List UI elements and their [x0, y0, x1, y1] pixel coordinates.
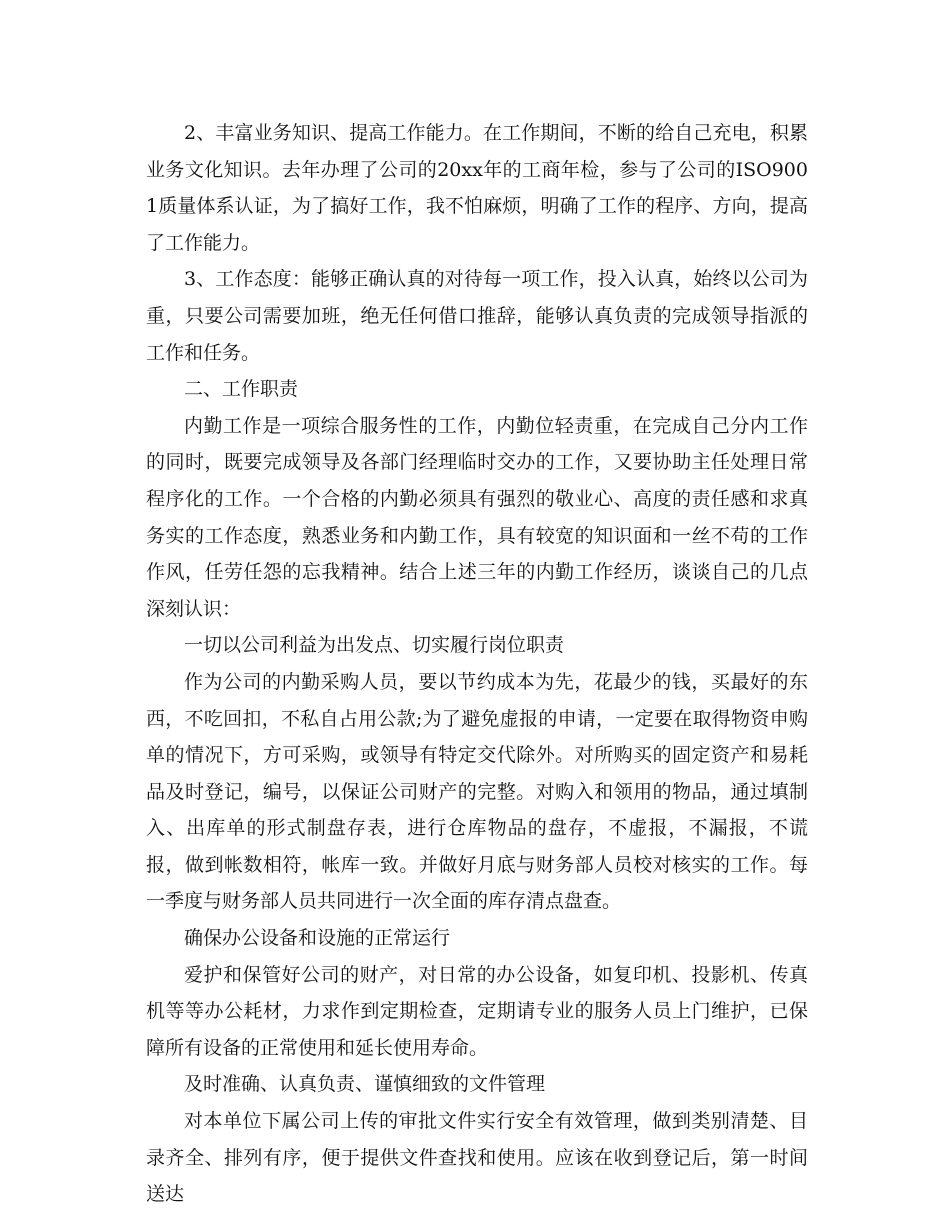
paragraph-purchasing: 作为公司的内勤采购人员，要以节约成本为先，花最少的钱，买最好的东西，不吃回扣，不私自占用公款;为了避免虚报的申请，一定要在取得物资申购单的情况下，方可采购，或领导有特定交代除外。对所购买的固定资产和易耗品及时登记，编号，以保证公司财产的完整。对购入和领用的物品，通过填制入、出库单的形式制盘存表，进行仓库物品的盘存，不虚报，不漏报，不谎报，做到帐数相符，帐库一致。并做好月底与财务部人员校对核实的工作。每一季度与财务部人员共同进行一次全面的库存清点盘查。 — [146, 670, 808, 913]
paragraph-office-work-intro: 内勤工作是一项综合服务性的工作，内勤位轻责重，在完成自己分内工作的同时，既要完成领导及各部门经理临时交办的工作，又要协助主任处理日常程序化的工作。一个合格的内勤必须具有强烈的敬业心、高度的责任感和求真务实的工作态度，熟悉业务和内勤工作，具有较宽的知识面和一丝不苟的工作作风，任劳任怨的忘我精神。结合上述三年的内勤工作经历，谈谈自己的几点深刻认识： — [146, 414, 808, 620]
paragraph-work-ability: 2、丰富业务知识、提高工作能力。在工作期间，不断的给自己充电，积累业务文化知识。去年办理了公司的20xx年的工商年检，参与了公司的ISO9001质量体系认证，为了搞好工作，我不怕麻烦，明确了工作的程序、方向，提高了工作能力。 — [146, 122, 808, 254]
paragraph-equipment-care: 爱护和保管好公司的财产，对日常的办公设备，如复印机、投影机、传真机等等办公耗材，力求作到定期检查，定期请专业的服务人员上门维护，已保障所有设备的正常使用和延长使用寿命。 — [146, 963, 808, 1059]
document-page — [146, 115, 808, 1213]
subheading-file-management: 及时准确、认真负责、谨慎细致的文件管理 — [184, 1073, 546, 1096]
paragraph-work-attitude: 3、工作态度：能够正确认真的对待每一项工作，投入认真，始终以公司为重，只要公司需要加班，绝无任何借口推辞，能够认真负责的完成领导指派的工作和任务。 — [146, 268, 808, 364]
paragraph-file-management: 对本单位下属公司上传的审批文件实行安全有效管理，做到类别清楚、目录齐全、排列有序，便于提供文件查找和使用。应该在收到登记后，第一时间送达 — [146, 1110, 808, 1206]
section-heading-job-duties: 二、工作职责 — [184, 378, 299, 401]
subheading-company-interest: 一切以公司利益为出发点、切实履行岗位职责 — [184, 634, 565, 657]
subheading-office-equipment: 确保办公设备和设施的正常运行 — [184, 927, 451, 950]
